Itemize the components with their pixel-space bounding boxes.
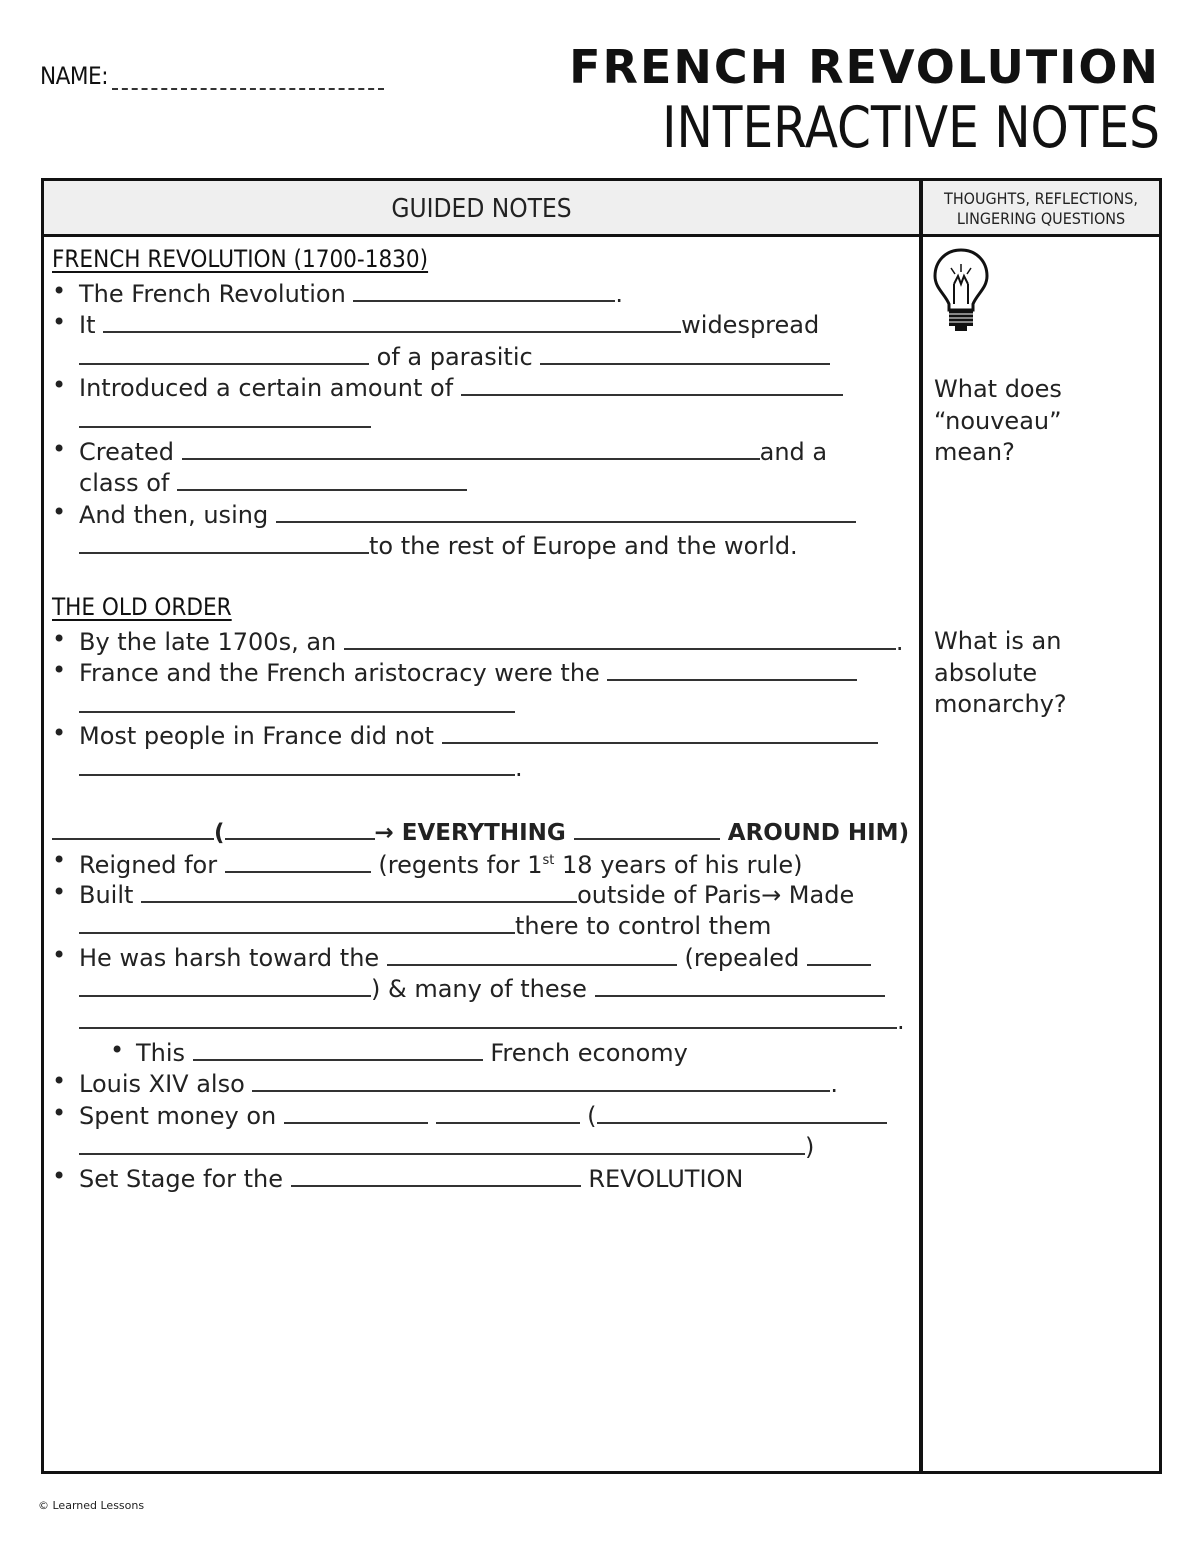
section-title-old-order: THE OLD ORDER (52, 592, 232, 621)
blank-field[interactable] (291, 1161, 581, 1187)
note-line: . (52, 750, 914, 782)
blank-field[interactable] (284, 1098, 428, 1124)
note-line: . (52, 1003, 914, 1035)
note-line: of a parasitic (52, 339, 914, 371)
lightbulb-icon (931, 246, 991, 338)
reflection-question-nouveau: What does “nouveau” mean? (934, 375, 1062, 467)
reflections-header-line1: THOUGHTS, REFLECTIONS, (944, 189, 1138, 208)
blank-field[interactable] (79, 339, 369, 365)
blank-field[interactable] (461, 370, 843, 396)
blank-field[interactable] (436, 1098, 580, 1124)
blank-field[interactable] (79, 687, 515, 713)
blank-field[interactable] (225, 814, 375, 840)
blank-field[interactable] (141, 877, 577, 903)
note-line: to the rest of Europe and the world. (52, 528, 914, 560)
blank-field[interactable] (182, 434, 760, 460)
reflections-header-line2: LINGERING QUESTIONS (956, 209, 1126, 228)
blank-field[interactable] (807, 940, 871, 966)
note-line: • Louis XIV also . (52, 1067, 839, 1099)
blank-field[interactable] (79, 528, 369, 554)
note-line: • Introduced a certain amount of (52, 370, 914, 402)
blank-field[interactable] (442, 718, 878, 744)
bullet: • (52, 276, 67, 305)
page-subtitle: INTERACTIVE NOTES (662, 94, 1160, 161)
blank-field[interactable] (193, 1035, 483, 1061)
note-line: there to control them (52, 908, 914, 940)
section-title-french-revolution: FRENCH REVOLUTION (1700-1830) (52, 245, 429, 273)
blank-field[interactable] (387, 940, 677, 966)
reflections-header (923, 181, 1159, 237)
blank-field[interactable] (79, 908, 515, 934)
page-title: FRENCH REVOLUTION (569, 40, 1160, 94)
blank-field[interactable] (52, 814, 214, 840)
column-divider (919, 178, 923, 1474)
blank-field[interactable] (574, 814, 720, 840)
note-line: • France and the French aristocracy were the (52, 655, 914, 687)
blank-field[interactable] (79, 1129, 805, 1155)
note-line: • Built outside of Paris→ Made (52, 877, 855, 909)
note-line: • This French economy (110, 1035, 688, 1067)
blank-field[interactable] (79, 971, 371, 997)
blank-field[interactable] (607, 655, 857, 681)
note-line: class of (52, 465, 914, 497)
blank-field[interactable] (353, 276, 615, 302)
reflection-question-monarchy: What is an absolute monarchy? (934, 627, 1067, 719)
blank-field[interactable] (252, 1066, 830, 1092)
note-line: • The French Revolution . (52, 276, 624, 308)
blank-field[interactable] (595, 971, 885, 997)
note-line: • It widespread (52, 308, 820, 340)
note-line: • Reigned for (regents for 1st 18 years of his rule) (52, 846, 803, 880)
blank-field[interactable] (597, 1098, 887, 1124)
note-line: ) (52, 1129, 914, 1161)
note-line (52, 687, 914, 719)
copyright-footer: © Learned Lessons (38, 1499, 145, 1512)
note-line: • Created and a (52, 434, 828, 466)
name-field[interactable] (112, 88, 384, 90)
note-line: • He was harsh toward the (repealed (52, 940, 914, 972)
blank-field[interactable] (276, 497, 856, 523)
blank-field[interactable] (79, 750, 515, 776)
section-title-louis: ( → EVERYTHING AROUND HIM) (52, 814, 914, 846)
guided-notes-header: GUIDED NOTES (391, 194, 572, 224)
note-line: • Most people in France did not (52, 718, 914, 750)
note-line: • Spent money on ( (52, 1098, 914, 1130)
note-line (52, 402, 914, 434)
note-line: ) & many of these (52, 971, 914, 1003)
blank-field[interactable] (79, 1003, 897, 1029)
name-label: NAME: (40, 62, 108, 90)
blank-field[interactable] (344, 624, 896, 650)
blank-field[interactable] (177, 465, 467, 491)
note-line: • By the late 1700s, an . (52, 624, 904, 656)
note-line: • Set Stage for the REVOLUTION (52, 1162, 744, 1194)
blank-field[interactable] (103, 307, 681, 333)
note-line: • And then, using (52, 497, 914, 529)
guided-notes (52, 244, 914, 1193)
blank-field[interactable] (225, 847, 371, 873)
blank-field[interactable] (540, 339, 830, 365)
blank-field[interactable] (79, 402, 371, 428)
